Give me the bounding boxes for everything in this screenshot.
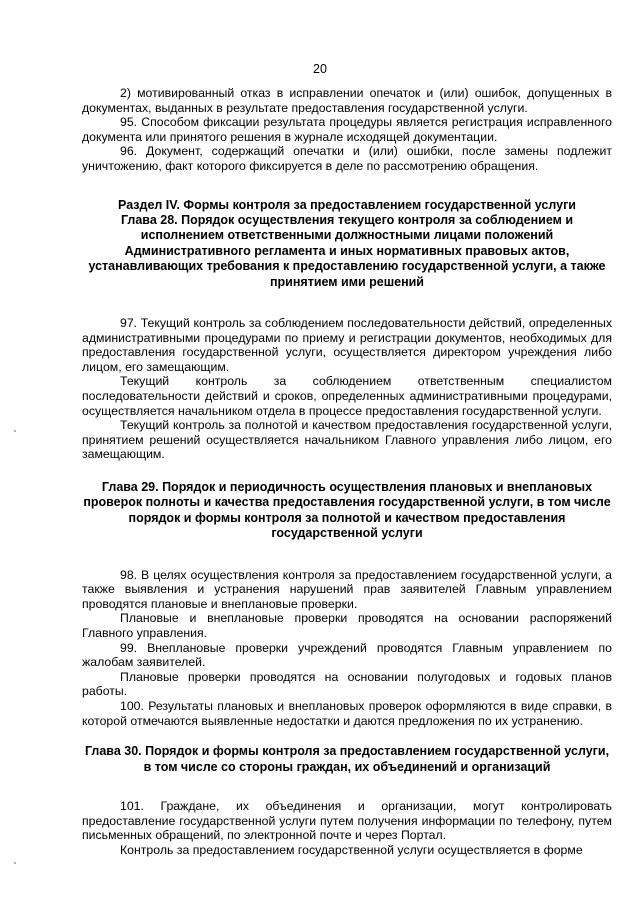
paragraph: Плановые проверки проводятся на основании полугодовых и годовых планов работы. xyxy=(82,669,612,699)
section-title: Раздел IV. Формы контроля за предоставлением государственной услуги xyxy=(118,197,576,212)
paragraph: 98. В целях осуществления контроля за предоставлением государственной услуги, а также выявления и устранения нарушений прав заявителей Главным управлением проводятся плановые и внеплановые проверки. xyxy=(82,567,612,611)
chapter-29-heading xyxy=(82,480,612,542)
paragraph: Текущий контроль за соблюдением ответственным специалистом последовательности действий и сроков, определенных административными процедурами, осуществляется начальником отдела в процессе предоставления государственной услуги. xyxy=(82,374,612,418)
chapter-29-title: Глава 29. Порядок и периодичность осуществления плановых и внеплановых проверок полноты и качества предоставления государственной услуги, в том числе порядок и формы контроля за полнотой и качеством предоставления государственной услуги xyxy=(83,479,611,541)
paragraph: Контроль за предоставлением государственной услуги осуществляется в форме xyxy=(120,842,583,857)
page-number: 20 xyxy=(313,62,327,76)
paragraph: 99. Внеплановые проверки учреждений проводятся Главным управлением по жалобам заявителей. xyxy=(82,640,612,670)
paragraph: 100. Результаты плановых и внеплановых проверок оформляются в виде справки, в которой отмечаются выявленные недостатки и даются предложения по их устранению. xyxy=(82,698,612,728)
document-body xyxy=(82,86,612,857)
section-iv-heading xyxy=(82,198,612,290)
chapter-28-title: Глава 28. Порядок осуществления текущего контроля за соблюдением и исполнением ответственными должностными лицами положений Административного регламента и иных нормативных правовых актов, устанавливающих требования к предоставлению государственной услуги, а также принятием ими решений xyxy=(88,212,606,289)
chapter-30-title: Глава 30. Порядок и формы контроля за предоставлением государственной услуги, в том числе со стороны граждан, их объединений и организаций xyxy=(84,744,610,774)
paragraph: 97. Текущий контроль за соблюдением последовательности действий, определенных административными процедурами по приему и регистрации документов, необходимых для предоставления государственной услуги, осуществляется директором учреждения либо лицом, его замещающим. xyxy=(82,316,612,374)
paragraph: Текущий контроль за полнотой и качеством предоставления государственной услуги, принятием решений осуществляется начальником Главного управления либо лицом, его замещающим. xyxy=(82,418,612,462)
paragraph: 95. Способом фиксации результата процедуры является регистрация исправленного документа или принятого решения в журнале исходящей документации. xyxy=(82,115,612,144)
paragraph: 101. Граждане, их объединения и организации, могут контролировать предоставление государственной услуги путем получения информации по телефону, путем письменных обращений, по электронной почте и через Портал. xyxy=(82,798,612,843)
chapter-30-heading xyxy=(82,744,612,775)
paragraph: Плановые и внеплановые проверки проводятся на основании распоряжений Главного управления. xyxy=(82,611,612,640)
paragraph: 2) мотивированный отказ в исправлении опечаток и (или) ошибок, допущенных в документах, выданных в результате предоставления государственной услуги. xyxy=(82,86,612,115)
paragraph: 96. Документ, содержащий опечатки и (или) ошибки, после замены подлежит уничтожению, факт которого фиксируется в деле по рассмотрению обращения. xyxy=(82,144,612,173)
margin-mark xyxy=(14,862,16,864)
margin-mark xyxy=(14,430,16,432)
